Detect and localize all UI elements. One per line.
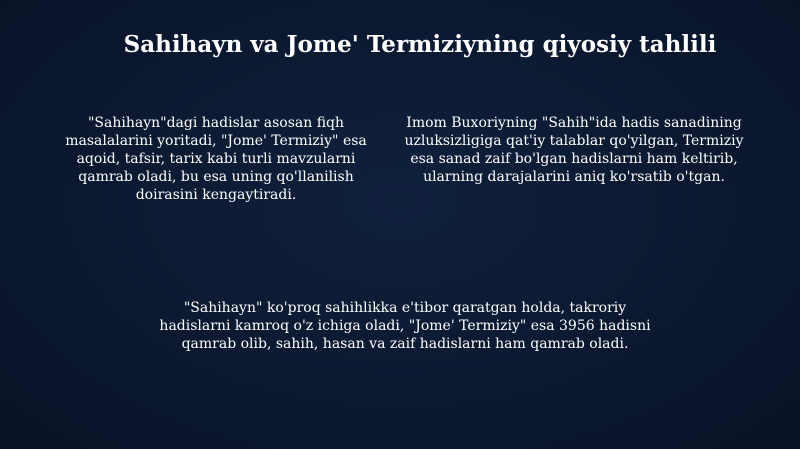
paragraph-isnad-requirements: Imom Buxoriyning "Sahih"ida hadis sanadining uzluksizligiga qat'iy talablar qo'yilgan, Termiziy esa sanad zaif bo'lgan hadislarni ham keltirib, ularning darajalarini aniq ko'rsatib o'tgan. [404, 115, 744, 185]
paragraph-hadith-count: "Sahihayn" ko'proq sahihlikka e'tibor qaratgan holda, takroriy hadislarni kamroq o'z ichiga oladi, "Jome' Termiziy" esa 3956 hadisni qamrab olib, sahih, hasan va zaif hadislarni ham qamrab oladi. [159, 300, 651, 352]
paragraph-fiqh-scope: "Sahihayn"dagi hadislar asosan fiqh masalalarini yoritadi, "Jome' Termiziy" esa aqoid, tafsir, tarix kabi turli mavzularni qamrab oladi, bu esa uning qo'llanilish doirasini kengaytiradi. [65, 115, 367, 203]
slide-title: Sahihayn va Jome' Termiziyning qiyosiy tahlili [123, 31, 717, 58]
